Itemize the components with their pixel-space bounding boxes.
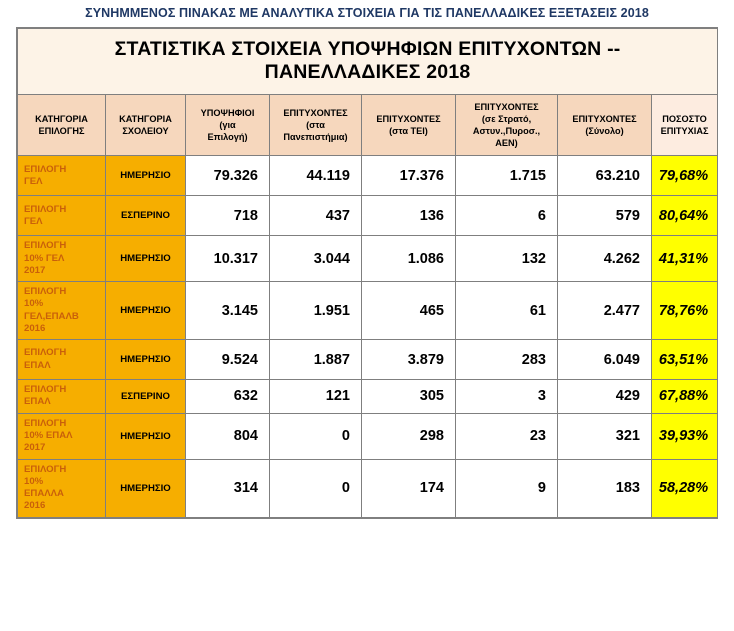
column-header-success-rate: ΠΟΣΟΣΤΟ ΕΠΙΤΥΧΙΑΣ	[652, 94, 718, 156]
row-total: 2.477	[558, 282, 652, 340]
row-uni: 0	[270, 413, 362, 459]
row-school: ΗΜΕΡΗΣΙΟ	[106, 413, 186, 459]
row-total: 579	[558, 196, 652, 236]
row-candidates: 10.317	[186, 236, 270, 282]
row-forces: 61	[456, 282, 558, 340]
row-school: ΕΣΠΕΡΙΝΟ	[106, 380, 186, 414]
row-rate: 63,51%	[652, 340, 718, 380]
row-forces: 3	[456, 380, 558, 414]
row-category: ΕΠΙΛΟΓΗ 10% ΓΕΛ 2017	[18, 236, 106, 282]
row-rate: 58,28%	[652, 459, 718, 517]
statistics-table-container	[16, 27, 718, 519]
row-rate: 67,88%	[652, 380, 718, 414]
row-candidates: 804	[186, 413, 270, 459]
table-row	[18, 282, 718, 340]
row-category: ΕΠΙΛΟΓΗ 10% ΕΠΑΛΛΑ 2016	[18, 459, 106, 517]
row-tei: 17.376	[362, 156, 456, 196]
table-row	[18, 340, 718, 380]
row-category: ΕΠΙΛΟΓΗ 10% ΕΠΑΛ 2017	[18, 413, 106, 459]
row-candidates: 3.145	[186, 282, 270, 340]
column-header-successful-total: ΕΠΙΤΥΧΟΝΤΕΣ (Σύνολο)	[558, 94, 652, 156]
row-school: ΗΜΕΡΗΣΙΟ	[106, 340, 186, 380]
row-forces: 23	[456, 413, 558, 459]
row-forces: 6	[456, 196, 558, 236]
column-header-successful-universities: ΕΠΙΤΥΧΟΝΤΕΣ (στα Πανεπιστήμια)	[270, 94, 362, 156]
row-candidates: 79.326	[186, 156, 270, 196]
column-header-category-selection: ΚΑΤΗΓΟΡΙΑ ΕΠΙΛΟΓΗΣ	[18, 94, 106, 156]
row-tei: 298	[362, 413, 456, 459]
column-header-category-school: ΚΑΤΗΓΟΡΙΑ ΣΧΟΛΕΙΟΥ	[106, 94, 186, 156]
row-uni: 1.951	[270, 282, 362, 340]
row-rate: 80,64%	[652, 196, 718, 236]
row-tei: 1.086	[362, 236, 456, 282]
row-total: 6.049	[558, 340, 652, 380]
row-uni: 437	[270, 196, 362, 236]
table-row	[18, 380, 718, 414]
column-header-candidates: ΥΠΟΨΗΦΙΟΙ (για Επιλογή)	[186, 94, 270, 156]
row-rate: 78,76%	[652, 282, 718, 340]
row-candidates: 314	[186, 459, 270, 517]
statistics-table	[17, 28, 718, 518]
table-header-row	[18, 94, 718, 156]
table-row	[18, 459, 718, 517]
table-row	[18, 236, 718, 282]
column-header-successful-tei: ΕΠΙΤΥΧΟΝΤΕΣ (στα ΤΕΙ)	[362, 94, 456, 156]
row-school: ΗΜΕΡΗΣΙΟ	[106, 156, 186, 196]
row-candidates: 718	[186, 196, 270, 236]
row-category: ΕΠΙΛΟΓΗ ΕΠΑΛ	[18, 340, 106, 380]
row-rate: 41,31%	[652, 236, 718, 282]
row-forces: 9	[456, 459, 558, 517]
row-candidates: 632	[186, 380, 270, 414]
row-total: 63.210	[558, 156, 652, 196]
row-category: ΕΠΙΛΟΓΗ ΕΠΑΛ	[18, 380, 106, 414]
row-forces: 283	[456, 340, 558, 380]
row-tei: 136	[362, 196, 456, 236]
column-header-successful-forces: ΕΠΙΤΥΧΟΝΤΕΣ (σε Στρατό, Αστυν.,Πυροσ., ΑΕΝ)	[456, 94, 558, 156]
row-category: ΕΠΙΛΟΓΗ 10% ΓΕΛ,ΕΠΑΛΒ 2016	[18, 282, 106, 340]
table-row	[18, 156, 718, 196]
row-tei: 305	[362, 380, 456, 414]
row-category: ΕΠΙΛΟΓΗ ΓΕΛ	[18, 156, 106, 196]
row-school: ΗΜΕΡΗΣΙΟ	[106, 282, 186, 340]
row-category: ΕΠΙΛΟΓΗ ΓΕΛ	[18, 196, 106, 236]
row-total: 4.262	[558, 236, 652, 282]
row-total: 321	[558, 413, 652, 459]
table-title: ΣΤΑΤΙΣΤΙΚΑ ΣΤΟΙΧΕΙΑ ΥΠΟΨΗΦΙΩΝ ΕΠΙΤΥΧΟΝΤΩΝ -- ΠΑΝΕΛΛΑΔΙΚΕΣ 2018	[18, 28, 718, 94]
row-uni: 1.887	[270, 340, 362, 380]
table-row	[18, 196, 718, 236]
row-school: ΗΜΕΡΗΣΙΟ	[106, 236, 186, 282]
row-school: ΗΜΕΡΗΣΙΟ	[106, 459, 186, 517]
row-candidates: 9.524	[186, 340, 270, 380]
row-forces: 132	[456, 236, 558, 282]
row-forces: 1.715	[456, 156, 558, 196]
table-title-row	[18, 28, 718, 94]
row-tei: 3.879	[362, 340, 456, 380]
row-school: ΕΣΠΕΡΙΝΟ	[106, 196, 186, 236]
row-total: 183	[558, 459, 652, 517]
row-uni: 44.119	[270, 156, 362, 196]
row-uni: 3.044	[270, 236, 362, 282]
document-header-note: ΣΥΝΗΜΜΕΝΟΣ ΠΙΝΑΚΑΣ ΜΕ ΑΝΑΛΥΤΙΚΑ ΣΤΟΙΧΕΙΑ ΓΙΑ ΤΙΣ ΠΑΝΕΛΛΑΔΙΚΕΣ ΕΞΕΤΑΣΕΙΣ 2018	[85, 6, 649, 20]
row-tei: 174	[362, 459, 456, 517]
table-row	[18, 413, 718, 459]
row-uni: 0	[270, 459, 362, 517]
row-rate: 39,93%	[652, 413, 718, 459]
row-tei: 465	[362, 282, 456, 340]
row-total: 429	[558, 380, 652, 414]
row-uni: 121	[270, 380, 362, 414]
row-rate: 79,68%	[652, 156, 718, 196]
